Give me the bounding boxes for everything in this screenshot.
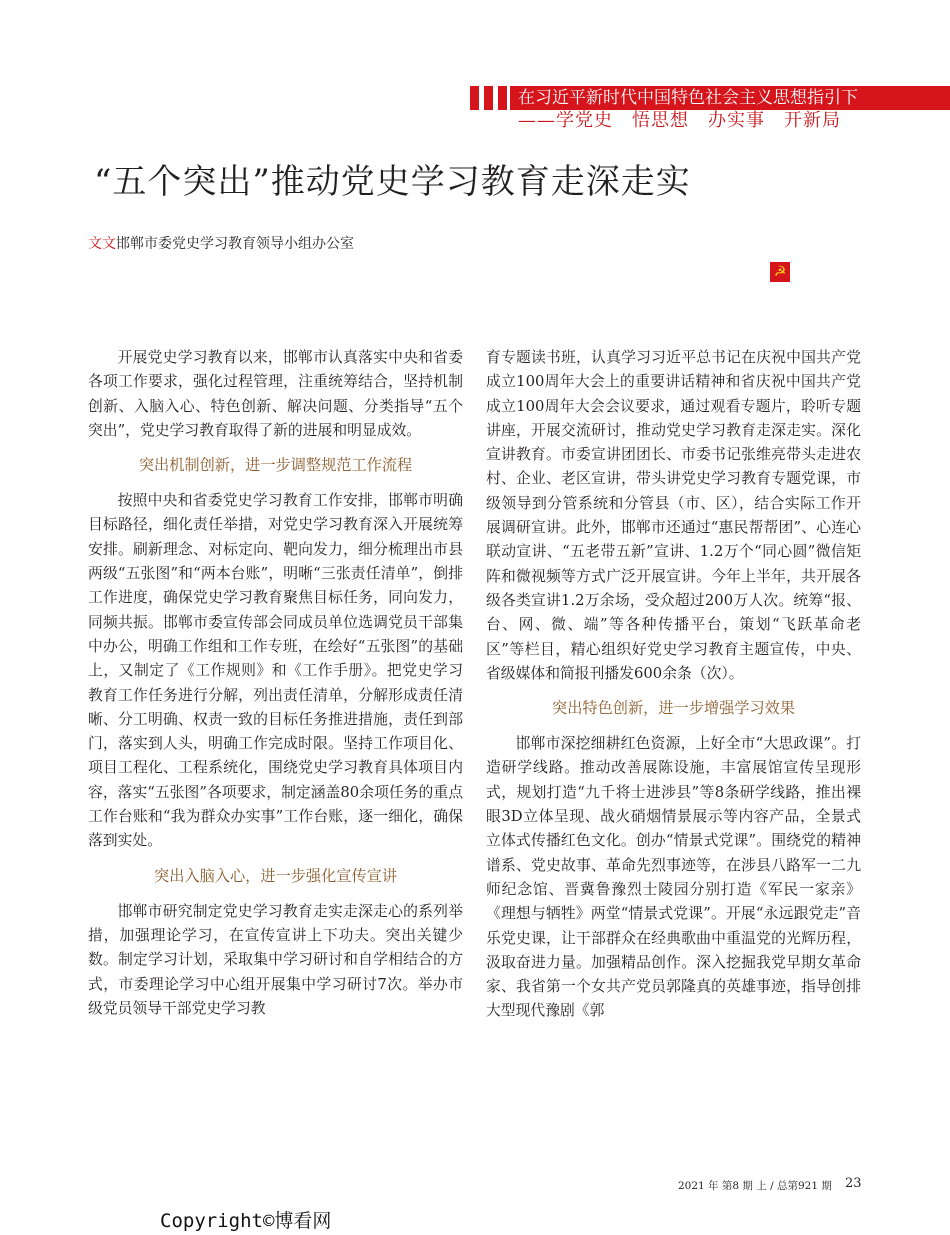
paragraph: 育专题读书班，认真学习习近平总书记在庆祝中国共产党成立100周年大会上的重要讲话精神和省庆祝中国共产党成立100周年大会会议要求，通过观看专题片，聆听专题讲座，开展交流研讨，推动党史学习教育走深走实。深化宣讲教育。市委宣讲团团长、市委书记张维亮带头走进农村、企业、老区宣讲，带头讲党史学习教育专题党课，市级领导到分管系统和分管县（市、区），结合实际工作开展调研宣讲。此外，邯郸市还通过“惠民帮帮团”、心连心联动宣讲、“五老带五新”宣讲、1.2万个“同心圆”微信矩阵和微视频等方式广泛开展宣讲。今年上半年，共开展各级各类宣讲1.2万余场，受众超过200万人次。统筹“报、台、网、微、端”等各种传播平台，策划“飞跃革命老区”等栏目，精心组织好党史学习教育主题宣传，中央、省级媒体和简报刊播发600余条（次）。 [486,349,861,682]
column-header-subtitle: ——学党史 悟思想 办实事 开新局 [518,110,841,131]
page-number: 23 [845,1176,862,1191]
copyright-notice: Copyright©博看网 [160,1210,332,1232]
paragraph: 邯郸市研究制定党史学习教育走实走深走心的系列举措，加强理论学习，在宣传宣讲上下功夫。突出关键少数。制定学习计划，采取集中学习研讨和自学相结合的方式，市委理论学习中心组开展集中学习研讨7次。举办市级党员领导干部党史学习教 [88,902,463,1017]
byline-label: 文文 [88,236,116,252]
accent-bar [470,86,479,110]
paragraph: 开展党史学习教育以来，邯郸市认真落实中央和省委各项工作要求，强化过程管理，注重统筹结合，坚持机制创新、入脑入心、特色创新、解决问题、分类指导“五个突出”，党史学习教育取得了新的进展和明显成效。 [88,349,463,439]
article-title: “五个突出”推动党史学习教育走深走实 [94,162,691,202]
section-heading: 突出入脑入心，进一步强化宣传宣讲 [154,866,397,885]
article-byline [88,234,354,254]
byline-author: 邯郸市委党史学习教育领导小组办公室 [116,236,354,252]
column-header-band: 在习近平新时代中国特色社会主义思想指引下 [510,86,950,110]
header-accent-bars [470,86,507,110]
accent-bar [498,86,507,110]
party-flag-icon: ☭ [770,262,790,282]
accent-bar [484,86,493,110]
right-column [486,346,861,1024]
paragraph: 邯郸市深挖细耕红色资源，上好全市“大思政课”。打造研学线路。推动改善展陈设施，丰富展馆宣传呈现形式，规划打造“九千将士进涉县”等8条研学线路，推出裸眼3D立体呈现、战火硝烟情景展示等内容产品，全景式立体式传播红色文化。创办“情景式党课”。围绕党的精神谱系、党史故事、革命先烈事迹等，在涉县八路军一二九师纪念馆、晋冀鲁豫烈士陵园分别打造《军民一家亲》《理想与牺牲》两堂“情景式党课”。开展“永远跟党走”音乐党史课，让干部群众在经典歌曲中重温党的光辉历程，汲取奋进力量。加强精品创作。深入挖掘我党早期女革命家、我省第一个女共产党员郭隆真的英雄事迹，指导创排大型现代豫剧《郭 [486,735,861,1020]
left-column [88,346,463,1021]
issue-info: 2021 年 第8 期 上 / 总第921 期 [678,1180,832,1192]
paragraph: 按照中央和省委党史学习教育工作安排，邯郸市明确目标路径，细化责任举措，对党史学习教育深入开展统筹安排。刷新理念、对标定向、靶向发力，细分梳理出市县两级“五张图”和“两本台账”，明晰“三张责任清单”，倒排工作进度，确保党史学习教育聚焦目标任务，同向发力，同频共振。邯郸市委宣传部会同成员单位选调党员干部集中办公，明确工作组和工作专班，在绘好“五张图”的基础上，又制定了《工作规则》和《工作手册》。把党史学习教育工作任务进行分解，列出责任清单，分解形成责任清晰、分工明确、权责一致的目标任务推进措施，责任到部门，落实到人头，明确工作完成时限。坚持工作项目化、项目工程化、工程系统化，围绕党史学习教育具体项目内容，落实“五张图”各项要求，制定涵盖80余项任务的重点工作台账和“我为群众办实事”工作台账，逐一细化，确保落到实处。 [88,492,463,850]
section-heading: 突出机制创新，进一步调整规范工作流程 [138,456,413,475]
section-heading: 突出特色创新，进一步增强学习效果 [552,699,795,718]
